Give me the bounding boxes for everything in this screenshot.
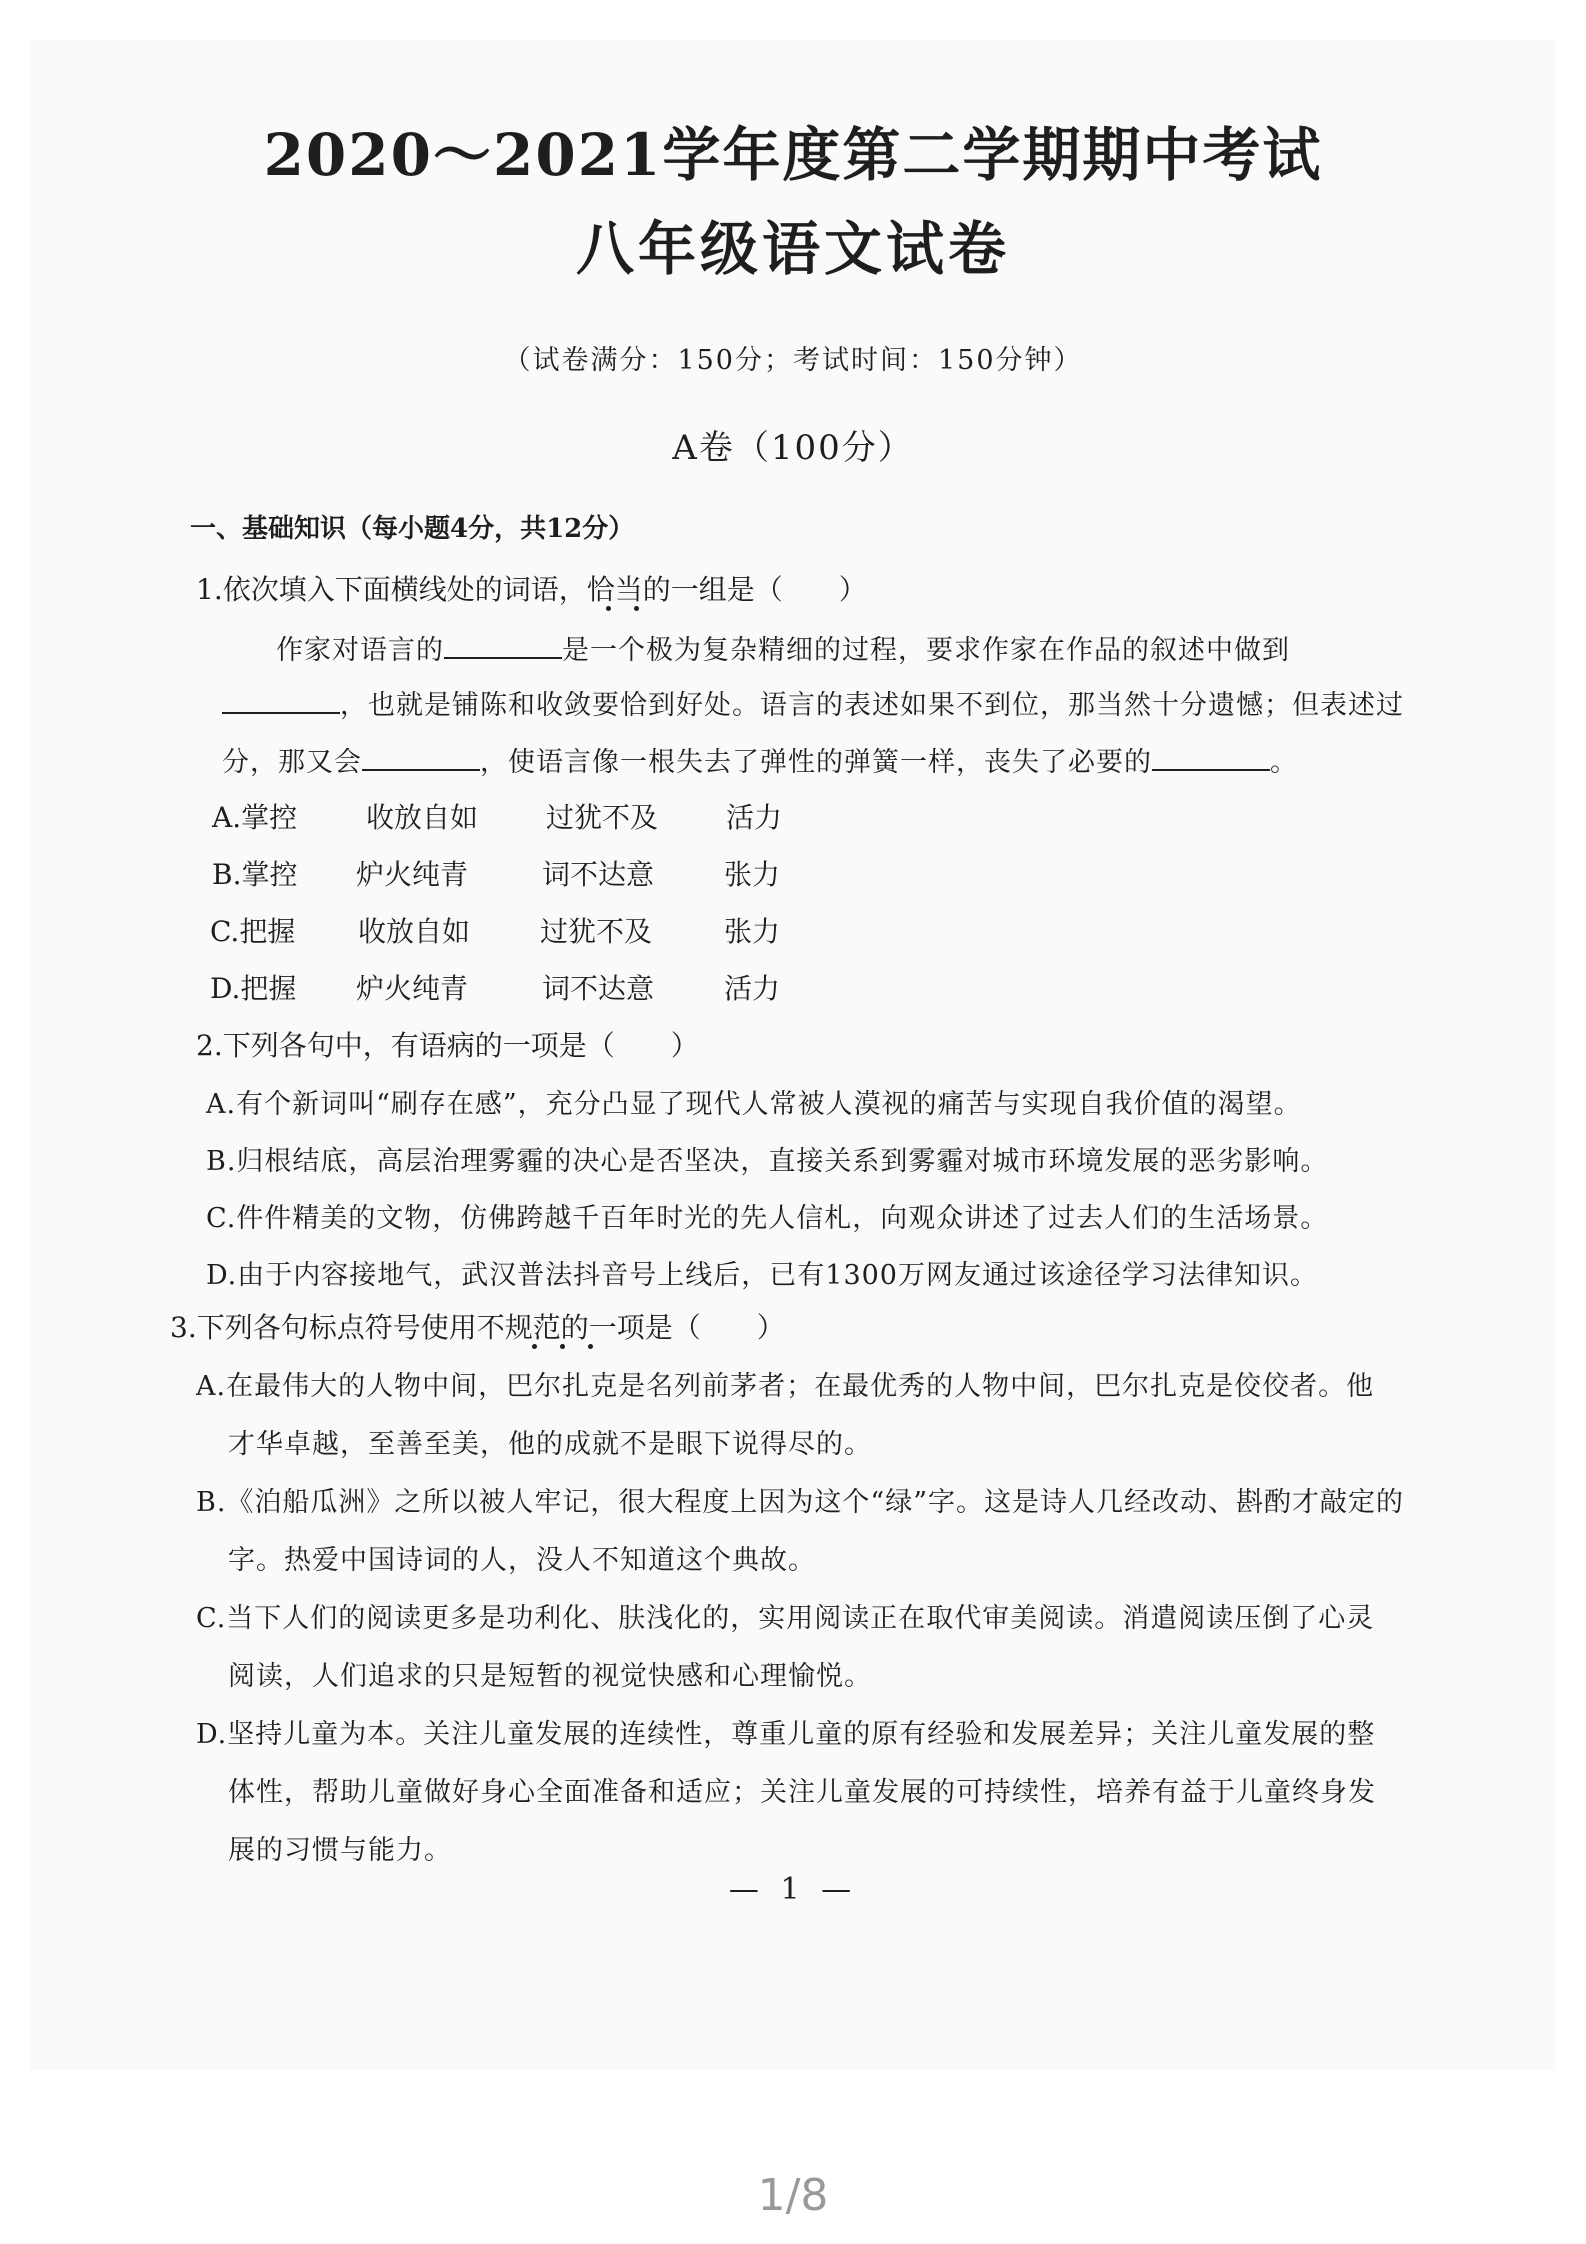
question-3-option-a-line-2: 才华卓越，至善至美，他的成就不是眼下说得尽的。 xyxy=(228,1429,872,1460)
option-word: 活力 xyxy=(724,972,781,1005)
exam-title: 2020～2021学年度第二学期期中考试 xyxy=(263,121,1323,189)
question-3-option-c-line-2: 阅读，人们追求的只是短暂的视觉快感和心理愉悦。 xyxy=(228,1661,872,1692)
question-2-stem: 2.下列各句中，有语病的一项是（ ） xyxy=(196,1029,699,1062)
question-3-option-c-line-1: C.当下人们的阅读更多是功利化、肤浅化的，实用阅读正在取代审美阅读。消遣阅读压倒了心灵 xyxy=(196,1603,1375,1634)
question-1-passage-line-2: ，也就是铺陈和收敛要恰到好处。语言的表述如果不到位，那当然十分遗憾；但表述过 xyxy=(222,683,1404,722)
option-word: 词不达意 xyxy=(542,858,655,891)
option-word: 炉火纯青 xyxy=(356,858,469,891)
question-1-passage-line-3: 分，那又会 ，使语言像一根失去了弹性的弹簧一样，丧失了必要的 。 xyxy=(222,747,1298,778)
question-2-option-d: D.由于内容接地气，武汉普法抖音号上线后，已有1300万网友通过该途径学习法律知识。 xyxy=(206,1260,1318,1291)
part-heading: 一、基础知识（每小题4分，共12分） xyxy=(190,514,635,544)
question-3-stem: 3.下列各句标点符号使用不规范的一项是（ ） xyxy=(170,1311,785,1344)
blank-2 xyxy=(222,690,340,714)
question-2-option-a: A.有个新词叫“刷存在感”，充分凸显了现代人常被人漠视的痛苦与实现自我价值的渴望。 xyxy=(206,1089,1302,1120)
option-word: 过犹不及 xyxy=(540,915,653,948)
option-label: B.掌控 xyxy=(212,858,298,891)
option-word: 张力 xyxy=(724,915,781,948)
question-3-option-d-line-3: 展的习惯与能力。 xyxy=(228,1835,452,1866)
option-label: D.把握 xyxy=(210,972,297,1005)
emphasis-dot xyxy=(532,1344,537,1349)
page-indicator: 1/8 xyxy=(757,2170,829,2221)
question-3-option-d-line-1: D.坚持儿童为本。关注儿童发展的连续性，尊重儿童的原有经验和发展差异；关注儿童发展的整 xyxy=(196,1719,1376,1750)
question-1-passage-line-1: 作家对语言的 是一个极为复杂精细的过程，要求作家在作品的叙述中做到 xyxy=(276,635,1290,666)
emphasis-dot xyxy=(606,606,611,611)
option-word: 收放自如 xyxy=(358,915,471,948)
question-1-stem: 1.依次填入下面横线处的词语，恰当的一组是（ ） xyxy=(196,573,867,606)
option-label: A.掌控 xyxy=(212,801,298,834)
section-heading: A卷（100分） xyxy=(672,428,914,468)
question-3-option-d-line-2: 体性，帮助儿童做好身心全面准备和适应；关注儿童发展的可持续性，培养有益于儿童终身发 xyxy=(228,1777,1376,1808)
question-3-option-b-line-1: B.《泊船瓜洲》之所以被人牢记，很大程度上因为这个“绿”字。这是诗人几经改动、斟酌才敲定的 xyxy=(196,1487,1405,1518)
question-2-option-b: B.归根结底，高层治理雾霾的决心是否坚决，直接关系到雾霾对城市环境发展的恶劣影响。 xyxy=(206,1146,1329,1177)
option-word: 收放自如 xyxy=(366,801,479,834)
exam-subtitle: 八年级语文试卷 xyxy=(575,215,1010,283)
emphasis-dot xyxy=(634,606,639,611)
exam-meta: （试卷满分：150分；考试时间：150分钟） xyxy=(503,345,1083,376)
blank-3 xyxy=(362,747,480,771)
emphasis-dot xyxy=(560,1344,565,1349)
option-word: 词不达意 xyxy=(542,972,655,1005)
option-label: C.把握 xyxy=(210,915,296,948)
option-word: 过犹不及 xyxy=(546,801,659,834)
option-word: 炉火纯青 xyxy=(356,972,469,1005)
question-2-option-c: C.件件精美的文物，仿佛跨越千百年时光的先人信札，向观众讲述了过去人们的生活场景。 xyxy=(206,1203,1329,1234)
option-word: 活力 xyxy=(726,801,783,834)
page-number: — 1 — xyxy=(728,1872,858,1907)
question-3-option-a-line-1: A.在最伟大的人物中间，巴尔扎克是名列前茅者；在最优秀的人物中间，巴尔扎克是佼佼者。他 xyxy=(196,1371,1375,1402)
emphasis-dot xyxy=(588,1344,593,1349)
question-3-option-b-line-2: 字。热爱中国诗词的人，没人不知道这个典故。 xyxy=(228,1545,816,1576)
blank-1 xyxy=(444,635,562,659)
blank-4 xyxy=(1152,747,1270,771)
option-word: 张力 xyxy=(724,858,781,891)
